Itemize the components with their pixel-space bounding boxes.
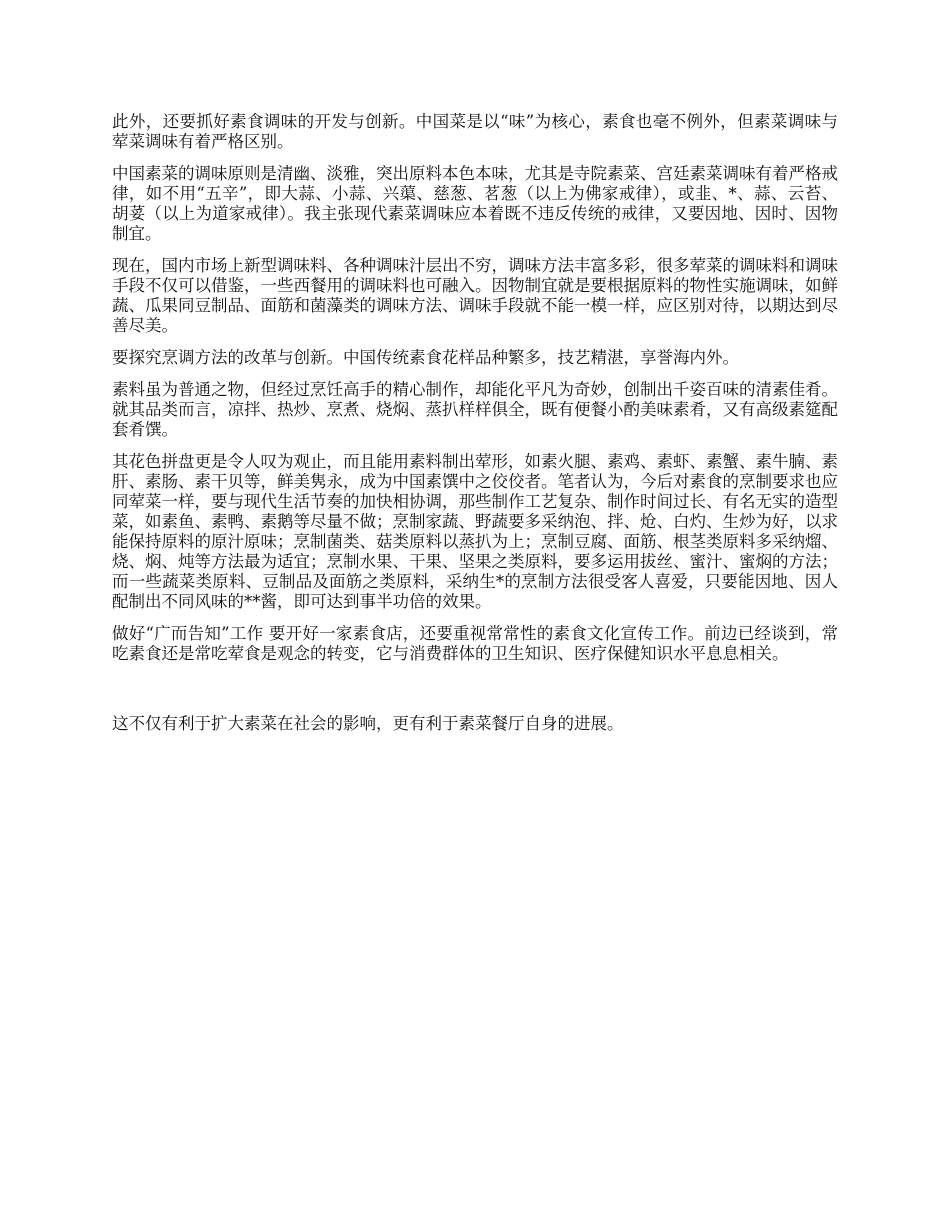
paragraph-conclusion: 这不仅有利于扩大素菜在社会的影响，更有利于素菜餐厅自身的进展。 [112, 714, 624, 733]
paragraph-promotion: 做好“广而告知”工作 要开好一家素食店，还要重视常常性的素食文化宣传工作。前边已经谈到，常吃素食还是常吃荤食是观念的转变，它与消费群体的卫生知识、医疗保健知识水平息息相关。 [112, 624, 838, 663]
paragraph-platters: 其花色拼盘更是令人叹为观止，而且能用素料制出荤形，如素火腿、素鸡、素虾、素蟹、素牛腩、素肝、素肠、素干贝等，鲜美隽永，成为中国素馔中之佼佼者。笔者认为，今后对素食的烹制要求也应同荤菜一样，要与现代生活节奏的加快相协调，那些制作工艺复杂、制作时间过长、有名无实的造型菜，如素鱼、素鸭、素鹅等尽量不做；烹制家蔬、野蔬要多采纳泡、拌、炝、白灼、生炒为好，以求能保持原料的原汁原味；烹制菌类、菇类原料以蒸扒为上；烹制豆腐、面筋、根茎类原料多采纳熘、烧、焖、炖等方法最为适宜；烹制水果、干果、坚果之类原料，要多运用拔丝、蜜汁、蜜焖的方法；而一些蔬菜类原料、豆制品及面筋之类原料，采纳生*的烹制方法很受客人喜爱，只要能因地、因人配制出不同风味的**酱，即可达到事半功倍的效果。 [112, 452, 838, 611]
paragraph-seasoning-innovation: 此外，还要抓好素食调味的开发与创新。中国菜是以“味”为核心，素食也毫不例外，但素菜调味与荤菜调味有着严格区别。 [112, 112, 838, 151]
paragraph-cooking-methods: 要探究烹调方法的改革与创新。中国传统素食花样品种繁多，技艺精湛，享誉海内外。 [112, 348, 739, 367]
paragraph-market-seasonings: 现在，国内市场上新型调味料、各种调味汁层出不穷，调味方法丰富多彩，很多荤菜的调味料和调味手段不仅可以借鉴，一些西餐用的调味料也可融入。因物制宜就是要根据原料的物性实施调味，如鲜蔬、瓜果同豆制品、面筋和菌藻类的调味方法、调味手段就不能一模一样，应区别对待，以期达到尽善尽美。 [112, 256, 838, 335]
document-page [112, 112, 838, 746]
paragraph-vegetarian-dishes: 素料虽为普通之物，但经过烹饪高手的精心制作，却能化平凡为奇妙，创制出千姿百味的清素佳肴。就其品类而言，凉拌、热炒、烹煮、烧焖、蒸扒样样俱全，既有便餐小酌美味素肴，又有高级素筵配套肴馔。 [112, 380, 838, 439]
paragraph-seasoning-principles: 中国素菜的调味原则是清幽、淡雅，突出原料本色本味，尤其是寺院素菜、宫廷素菜调味有着严格戒律，如不用“五辛”，即大蒜、小蒜、兴蕖、慈葱、茗葱（以上为佛家戒律），或韭、*、蒜、云苔、胡荽（以上为道家戒律）。我主张现代素菜调味应本着既不违反传统的戒律，又要因地、因时、因物制宜。 [112, 164, 838, 243]
